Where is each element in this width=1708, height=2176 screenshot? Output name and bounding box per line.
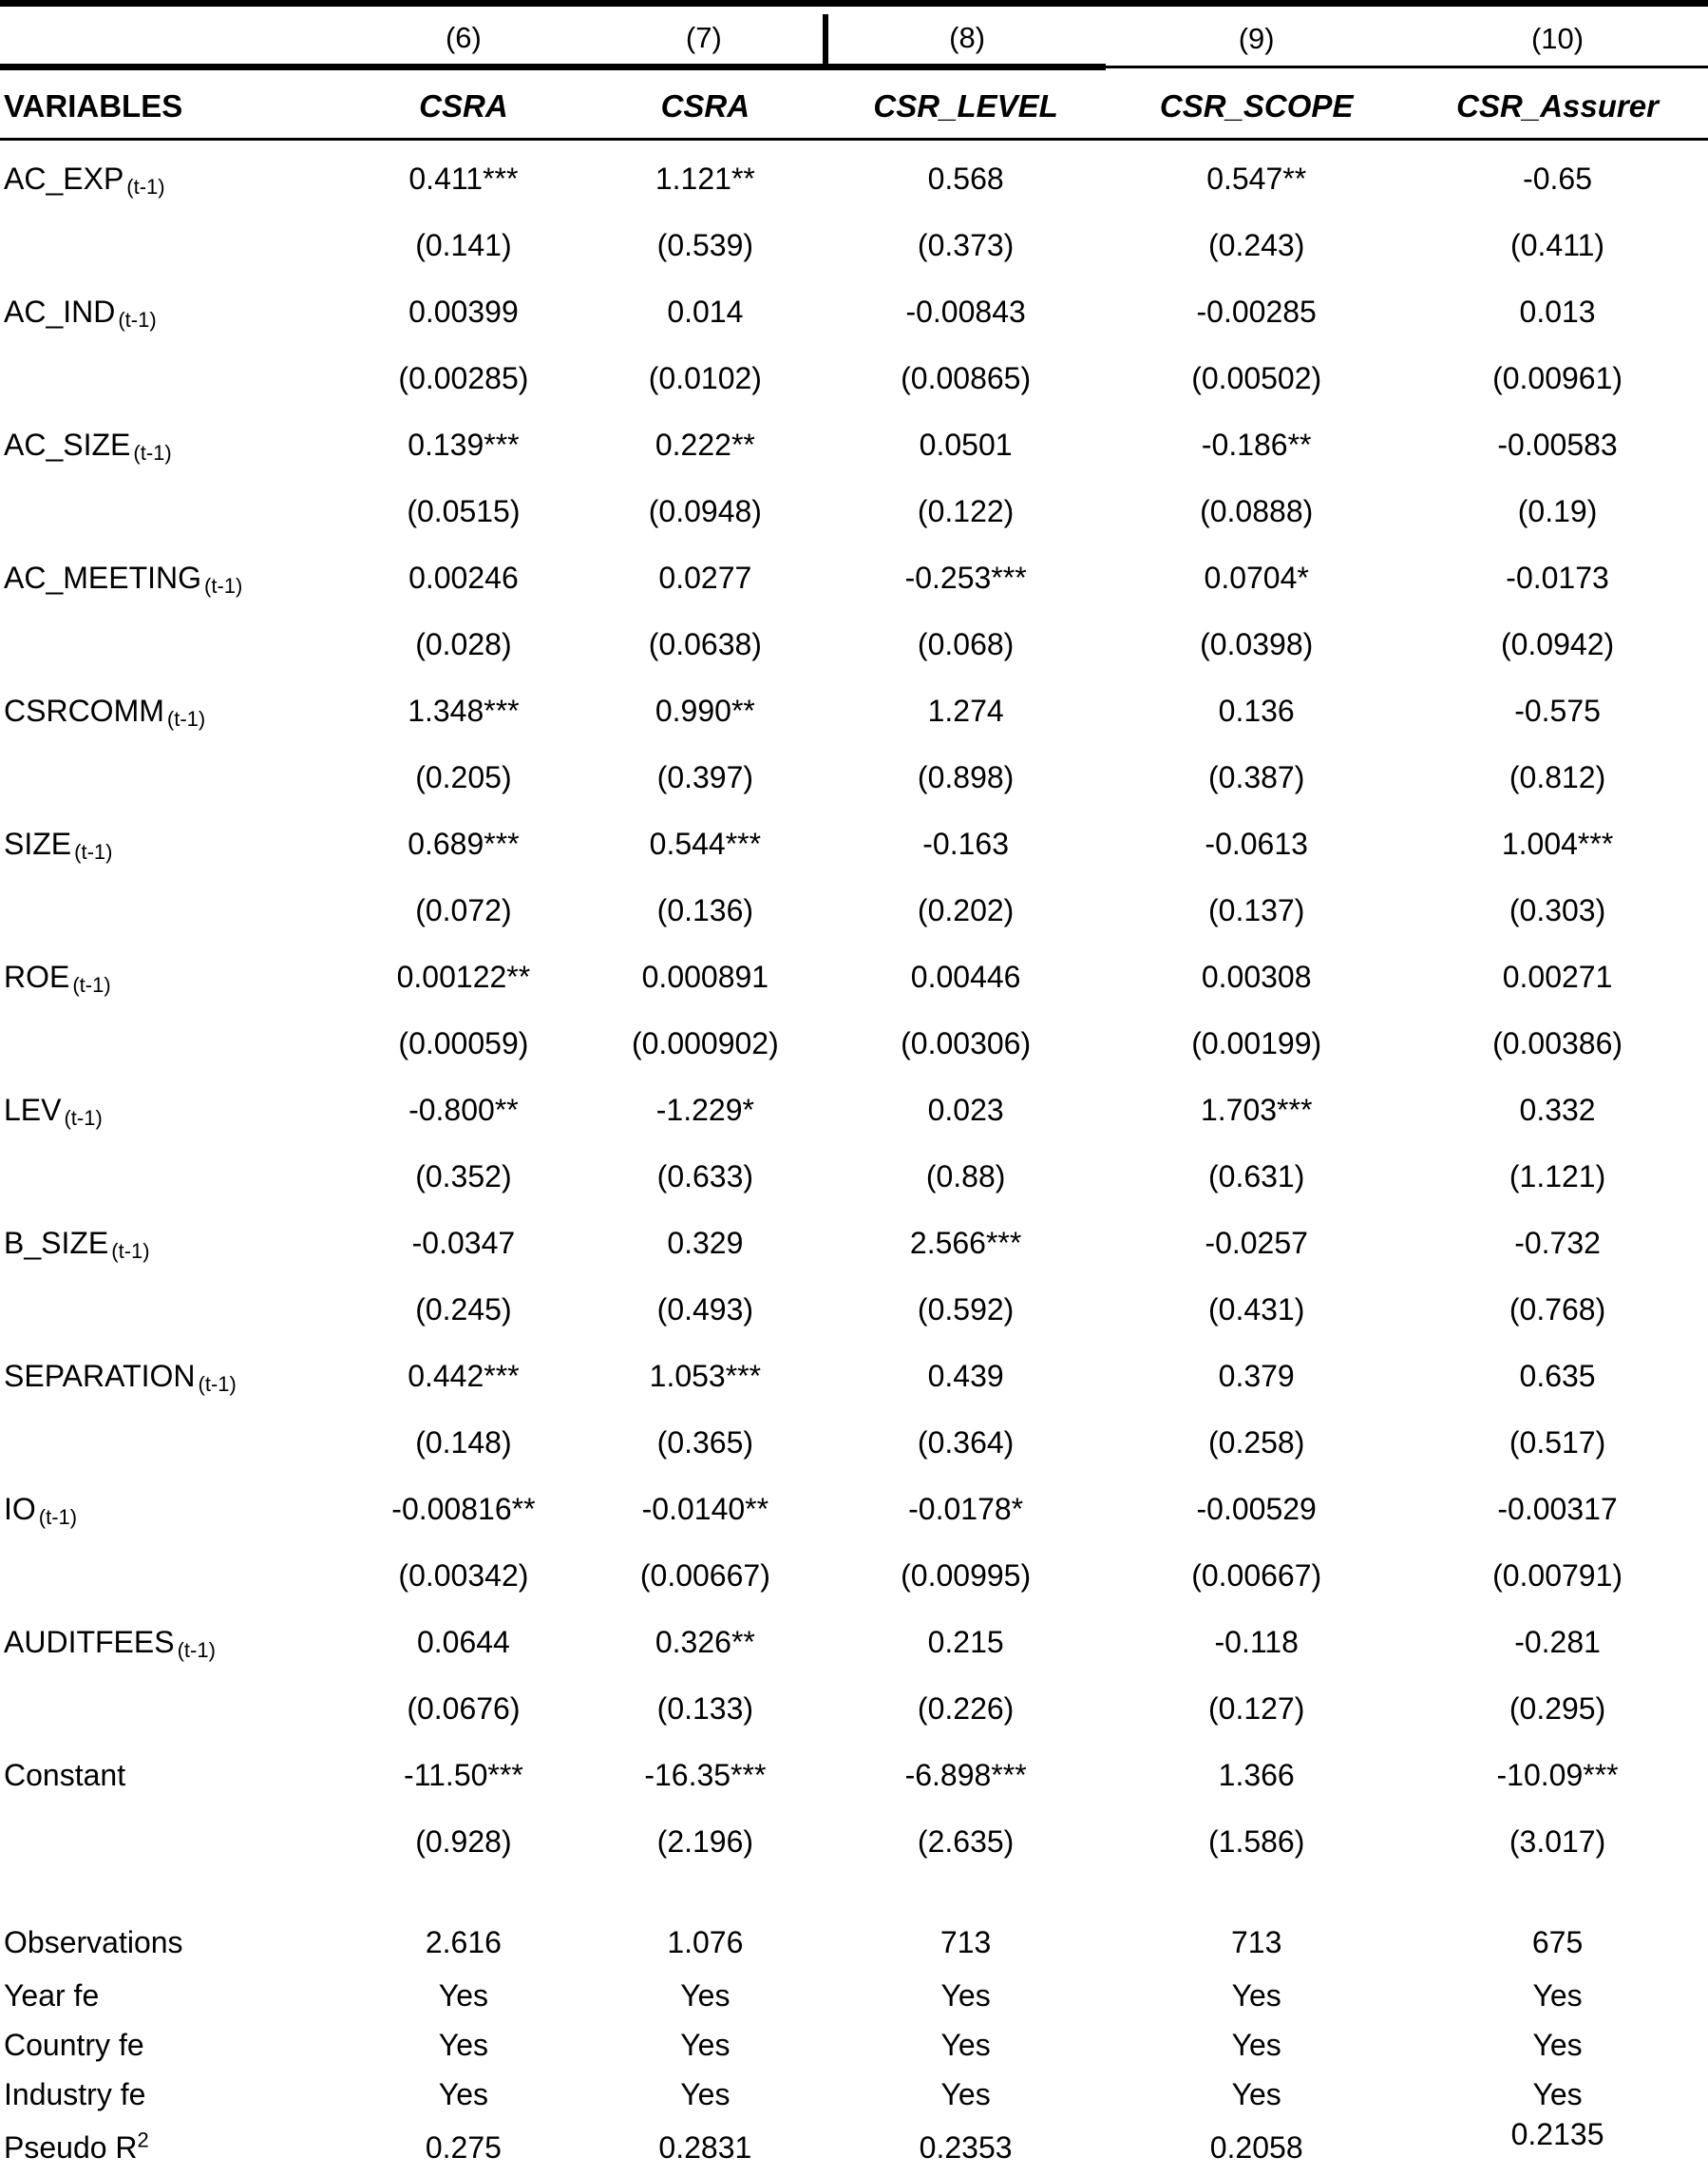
coefficient-cell: 0.014: [667, 295, 744, 329]
coefficient-cell: -0.0173: [1506, 561, 1609, 595]
statistic-row: [0, 2119, 1708, 2176]
statistic-value-cell: Yes: [1231, 1978, 1281, 2013]
std-error-cell: (0.373): [917, 228, 1015, 262]
coefficient-cell: 1.053***: [649, 1359, 762, 1393]
coefficient-cell: 0.222**: [655, 428, 755, 462]
row-label: [0, 811, 342, 876]
std-error-row-spacer: [0, 876, 342, 945]
row-label-text: SEPARATION: [4, 1359, 196, 1393]
statistic-value-cell: 0.275: [425, 2130, 502, 2165]
statistic-value-cell: 675: [1531, 1925, 1584, 1959]
row-label: [0, 1211, 342, 1275]
std-error-cell: (1.121): [1509, 1159, 1606, 1193]
coefficient-cell: -0.00285: [1196, 295, 1317, 329]
coefficient-cell: -0.00843: [905, 295, 1026, 329]
lag-subscript: (t-1): [133, 441, 172, 465]
lag-subscript: (t-1): [198, 1372, 237, 1396]
table-row: [0, 678, 1708, 743]
row-label: [0, 678, 342, 743]
row-label: [0, 146, 342, 211]
coefficient-cell: -11.50***: [404, 1758, 523, 1792]
std-error-cell: (0.000902): [631, 1026, 779, 1060]
std-error-cell: (0.00386): [1492, 1026, 1623, 1060]
row-label: [0, 1078, 342, 1142]
lag-subscript: (t-1): [166, 707, 206, 731]
std-error-cell: (0.0942): [1500, 627, 1615, 661]
top-rule-line: [0, 4, 1708, 15]
statistic-value-cell: Yes: [680, 2077, 731, 2111]
table-row: [0, 545, 1708, 610]
table-row-std-error: [0, 610, 1708, 678]
statistic-value-cell: 0.2831: [658, 2130, 752, 2165]
std-error-cell: (0.00342): [398, 1558, 529, 1593]
coefficient-cell: 0.326**: [655, 1625, 755, 1659]
std-error-cell: (0.295): [1509, 1691, 1606, 1726]
coefficient-cell: -0.281: [1514, 1625, 1601, 1659]
coefficient-cell: 0.332: [1519, 1093, 1596, 1127]
row-label-text: CSRCOMM: [4, 694, 164, 728]
table-row-std-error: [0, 1142, 1708, 1211]
coefficient-cell: -0.0140**: [641, 1492, 769, 1526]
std-error-cell: (0.352): [415, 1159, 512, 1193]
std-error-cell: (0.592): [917, 1292, 1015, 1327]
table-row: [0, 1743, 1708, 1807]
coefficient-cell: -0.00816**: [391, 1492, 536, 1526]
table-row-std-error: [0, 1275, 1708, 1344]
coefficient-cell: 2.566***: [909, 1226, 1022, 1260]
coefficient-cell: 0.0501: [919, 428, 1013, 462]
row-label: [0, 545, 342, 610]
coefficient-cell: -0.0178*: [908, 1492, 1024, 1526]
std-error-cell: (0.068): [917, 627, 1015, 661]
row-label-text: AC_MEETING: [4, 561, 202, 595]
std-error-cell: (0.0638): [648, 627, 762, 661]
statistic-row: [0, 1914, 1708, 1971]
coefficient-cell: -0.118: [1214, 1625, 1299, 1659]
std-error-cell: (0.0948): [648, 494, 762, 528]
std-error-cell: (0.364): [917, 1425, 1015, 1460]
statistic-value-cell: 0.2058: [1209, 2130, 1303, 2165]
table-row-std-error: [0, 344, 1708, 412]
statistic-label-text: Pseudo R: [4, 2130, 138, 2165]
row-label: [0, 1477, 342, 1541]
std-error-cell: (0.387): [1207, 760, 1305, 794]
row-label-text: ROE: [4, 960, 70, 994]
row-label-text: Constant: [4, 1758, 126, 1792]
std-error-cell: (0.00502): [1191, 361, 1322, 395]
std-error-cell: (0.258): [1207, 1425, 1305, 1460]
coefficient-cell: -0.65: [1523, 162, 1593, 196]
table-row-std-error: [0, 1541, 1708, 1610]
table-row-std-error: [0, 1408, 1708, 1477]
statistic-label: [0, 2119, 342, 2176]
dependent-variable-10: CSR_Assurer: [1456, 87, 1659, 124]
column-number-8: (8): [826, 14, 1106, 67]
statistic-value-cell: 0.2353: [919, 2130, 1013, 2165]
statistic-row: [0, 2070, 1708, 2119]
lag-subscript: (t-1): [177, 1638, 216, 1662]
coefficient-cell: 0.547**: [1206, 162, 1307, 196]
std-error-cell: (0.245): [415, 1292, 512, 1327]
row-label: [0, 1743, 342, 1807]
coefficient-cell: -0.0613: [1205, 827, 1308, 861]
statistic-label-text: Industry fe: [4, 2077, 146, 2111]
table-row: [0, 279, 1708, 344]
row-label-text: LEV: [4, 1093, 62, 1127]
dependent-variable-6: CSRA: [419, 87, 508, 124]
coefficient-cell: 0.379: [1218, 1359, 1295, 1393]
std-error-cell: (0.539): [656, 228, 754, 262]
coefficient-cell: 0.439: [927, 1359, 1004, 1393]
std-error-cell: (1.586): [1207, 1824, 1305, 1859]
std-error-cell: (0.631): [1207, 1159, 1305, 1193]
std-error-cell: (0.205): [415, 760, 512, 794]
row-label-text: B_SIZE: [4, 1226, 109, 1260]
std-error-cell: (0.00995): [901, 1558, 1032, 1593]
std-error-cell: (0.072): [415, 893, 512, 927]
std-error-row-spacer: [0, 477, 342, 545]
column-number-10: (10): [1530, 21, 1585, 55]
row-label-text: IO: [4, 1492, 36, 1526]
statistic-value-text: 0.2135: [1510, 2117, 1604, 2151]
std-error-cell: (0.303): [1509, 893, 1606, 927]
statistic-value-cell: Yes: [438, 2077, 488, 2111]
std-error-cell: (0.243): [1207, 228, 1305, 262]
statistic-value-cell: Yes: [438, 1978, 488, 2013]
row-label: [0, 945, 342, 1009]
std-error-cell: (0.127): [1207, 1691, 1305, 1726]
table-row: [0, 1477, 1708, 1541]
statistic-value-cell: Yes: [940, 2028, 991, 2062]
statistic-label-superscript: 2: [137, 2128, 149, 2152]
std-error-row-spacer: [0, 1674, 342, 1743]
std-error-cell: (0.00059): [398, 1026, 529, 1060]
std-error-row-spacer: [0, 1807, 342, 1876]
statistic-label-text: Observations: [4, 1925, 183, 1959]
statistic-value-cell: Yes: [1532, 2028, 1583, 2062]
coefficient-cell: 0.00446: [910, 960, 1021, 994]
statistic-value-cell: Yes: [1532, 1978, 1583, 2013]
coefficient-cell: 1.348***: [408, 694, 520, 728]
row-label-text: AUDITFEES: [4, 1625, 175, 1659]
coefficient-cell: 0.023: [927, 1093, 1004, 1127]
std-error-cell: (0.137): [1207, 893, 1305, 927]
std-error-cell: (0.141): [415, 228, 512, 262]
statistic-value-cell: 2.616: [425, 1925, 502, 1959]
coefficient-cell: -0.00583: [1497, 428, 1618, 462]
coefficient-cell: 1.366: [1218, 1758, 1295, 1792]
row-label: [0, 1344, 342, 1408]
std-error-cell: (0.633): [656, 1159, 754, 1193]
lag-subscript: (t-1): [204, 574, 243, 598]
statistic-value-cell: Yes: [680, 1978, 731, 2013]
coefficient-cell: -0.186**: [1201, 428, 1312, 462]
row-label: [0, 1610, 342, 1674]
std-error-cell: (0.136): [656, 893, 754, 927]
statistic-label: [0, 2020, 342, 2070]
std-error-row-spacer: [0, 743, 342, 811]
std-error-cell: (0.122): [917, 494, 1015, 528]
statistic-label: [0, 2070, 342, 2119]
lag-subscript: (t-1): [126, 175, 165, 199]
statistic-value-cell: Yes: [438, 2028, 488, 2062]
coefficient-cell: 0.544***: [649, 827, 762, 861]
std-error-row-spacer: [0, 1275, 342, 1344]
table-mid-rule: [0, 67, 1708, 80]
statistic-row: [0, 1971, 1708, 2020]
std-error-cell: (0.148): [415, 1425, 512, 1460]
std-error-cell: (0.431): [1207, 1292, 1305, 1327]
dependent-variable-8: CSR_LEVEL: [873, 87, 1058, 124]
dependent-variable-7: CSRA: [660, 87, 750, 124]
std-error-row-spacer: [0, 610, 342, 678]
std-error-cell: (2.635): [917, 1824, 1015, 1859]
statistic-label-text: Country fe: [4, 2028, 144, 2062]
stats-gap-cell: [0, 1876, 1708, 1914]
coefficient-cell: 0.0277: [658, 561, 752, 595]
std-error-cell: (0.00199): [1191, 1026, 1322, 1060]
coefficient-cell: -0.732: [1514, 1226, 1601, 1260]
coefficient-cell: -0.00529: [1196, 1492, 1317, 1526]
coefficient-cell: 0.000891: [641, 960, 769, 994]
std-error-cell: (0.0515): [407, 494, 521, 528]
column-number-6: (6): [445, 20, 482, 54]
table-row: [0, 1211, 1708, 1275]
table-header-underline: [0, 140, 1708, 147]
std-error-cell: (0.88): [925, 1159, 1006, 1193]
coefficient-cell: 0.635: [1519, 1359, 1596, 1393]
coefficient-cell: 1.004***: [1501, 827, 1614, 861]
column-number-7: (7): [685, 20, 722, 54]
std-error-cell: (0.493): [656, 1292, 754, 1327]
table-row: [0, 1078, 1708, 1142]
row-label-text: AC_SIZE: [4, 428, 131, 462]
coefficient-cell: 0.00399: [408, 295, 519, 329]
mid-rule-thin-segment: [1106, 67, 1708, 80]
statistic-label: [0, 1914, 342, 1971]
std-error-cell: (3.017): [1509, 1824, 1606, 1859]
std-error-cell: (0.19): [1517, 494, 1598, 528]
variables-header-label: VARIABLES: [4, 87, 183, 124]
std-error-cell: (0.00961): [1492, 361, 1623, 395]
coefficient-cell: -10.09***: [1496, 1758, 1619, 1792]
lag-subscript: (t-1): [38, 1505, 78, 1529]
row-label-text: AC_EXP: [4, 162, 124, 196]
coefficient-cell: -1.229*: [655, 1093, 754, 1127]
std-error-cell: (0.365): [656, 1425, 754, 1460]
coefficient-cell: 0.411***: [408, 162, 519, 196]
std-error-cell: (0.00667): [639, 1558, 770, 1593]
coefficient-rows-body: [0, 146, 1708, 1876]
std-error-cell: (0.00865): [901, 361, 1032, 395]
lag-subscript: (t-1): [74, 840, 113, 864]
coefficient-cell: 0.00308: [1201, 960, 1312, 994]
statistic-value-cell: 713: [1230, 1925, 1282, 1959]
coefficient-cell: 0.329: [667, 1226, 744, 1260]
std-error-cell: (0.397): [656, 760, 754, 794]
table-top-rule: [0, 4, 1708, 15]
coefficient-cell: 0.568: [927, 162, 1004, 196]
coefficient-cell: -6.898***: [904, 1758, 1027, 1792]
statistic-value-cell: 1.076: [667, 1925, 744, 1959]
std-error-cell: (0.411): [1510, 228, 1605, 262]
std-error-cell: (2.196): [656, 1824, 754, 1859]
std-error-cell: (0.00285): [398, 361, 529, 395]
std-error-cell: (0.0398): [1200, 627, 1314, 661]
std-error-row-spacer: [0, 211, 342, 279]
coefficient-cell: -0.575: [1514, 694, 1601, 728]
coefficient-cell: 1.274: [927, 694, 1004, 728]
statistic-row: [0, 2020, 1708, 2070]
statistic-value-cell: Yes: [1532, 2077, 1583, 2111]
std-error-cell: (0.768): [1509, 1292, 1606, 1327]
statistic-label: [0, 1971, 342, 2020]
std-error-row-spacer: [0, 1142, 342, 1211]
table-row-std-error: [0, 211, 1708, 279]
coefficient-cell: -0.800**: [408, 1093, 519, 1127]
table-row-std-error: [0, 743, 1708, 811]
statistic-value-cell: Yes: [940, 1978, 991, 2013]
table-row: [0, 1610, 1708, 1674]
std-error-cell: (0.517): [1509, 1425, 1606, 1460]
row-label: [0, 412, 342, 477]
statistic-value-cell: [1407, 2119, 1708, 2176]
coefficient-cell: 0.139***: [408, 428, 520, 462]
statistic-label-text: Year fe: [4, 1978, 100, 2013]
std-error-cell: (0.00791): [1492, 1558, 1623, 1593]
coefficient-cell: 0.990**: [655, 694, 755, 728]
std-error-cell: (0.028): [415, 627, 512, 661]
std-error-cell: (0.0888): [1200, 494, 1314, 528]
statistic-value-cell: Yes: [940, 2077, 991, 2111]
coefficient-cell: 0.689***: [408, 827, 520, 861]
column-number-9: (9): [1238, 21, 1275, 55]
coefficient-cell: 0.00271: [1502, 960, 1613, 994]
lag-subscript: (t-1): [118, 308, 157, 332]
std-error-cell: (0.226): [917, 1691, 1015, 1726]
coefficient-cell: -0.00317: [1497, 1492, 1618, 1526]
coefficient-cell: 0.00246: [408, 561, 519, 595]
table-row-std-error: [0, 477, 1708, 545]
row-label: [0, 279, 342, 344]
coefficient-cell: 0.442***: [408, 1359, 520, 1393]
coefficient-cell: 0.0704*: [1204, 561, 1309, 595]
statistic-value-cell: Yes: [1231, 2077, 1281, 2111]
table-row: [0, 146, 1708, 211]
table-row-std-error: [0, 876, 1708, 945]
coefficient-cell: 0.215: [927, 1625, 1004, 1659]
coefficient-cell: -0.163: [922, 827, 1009, 861]
lag-subscript: (t-1): [111, 1239, 150, 1263]
coefficient-cell: -0.0347: [411, 1226, 516, 1260]
column-number-row: [0, 14, 1708, 67]
table-row-std-error: [0, 1009, 1708, 1078]
std-error-row-spacer: [0, 1541, 342, 1610]
mid-rule-thick-segment: [0, 67, 1106, 80]
statistics-rows-body: [0, 1876, 1708, 2176]
lag-subscript: (t-1): [72, 973, 111, 997]
table-row: [0, 811, 1708, 876]
std-error-cell: (0.202): [917, 893, 1015, 927]
std-error-cell: (0.0676): [407, 1691, 521, 1726]
coefficient-cell: 0.0644: [416, 1625, 510, 1659]
coefficient-cell: -0.253***: [904, 561, 1027, 595]
coefficient-cell: 0.00122**: [396, 960, 531, 994]
stats-gap-row: [0, 1876, 1708, 1914]
statistic-value-cell: Yes: [1231, 2028, 1281, 2062]
std-error-row-spacer: [0, 344, 342, 412]
header-underline-line: [0, 140, 1708, 147]
std-error-cell: (0.928): [415, 1824, 512, 1859]
coefficient-cell: -16.35***: [644, 1758, 767, 1792]
row-label-text: AC_IND: [4, 295, 116, 329]
std-error-row-spacer: [0, 1408, 342, 1477]
dependent-variable-9: CSR_SCOPE: [1159, 87, 1354, 124]
coefficient-cell: 1.703***: [1200, 1093, 1313, 1127]
coefficient-cell: 0.013: [1519, 295, 1596, 329]
table-row: [0, 945, 1708, 1009]
std-error-cell: (0.0102): [648, 361, 762, 395]
std-error-cell: (0.00667): [1191, 1558, 1322, 1593]
coefficient-cell: 0.136: [1218, 694, 1295, 728]
std-error-cell: (0.898): [917, 760, 1015, 794]
coefficient-cell: 1.121**: [655, 162, 755, 196]
table-row: [0, 1344, 1708, 1408]
statistic-value-cell: 713: [939, 1925, 992, 1959]
std-error-cell: (0.00306): [901, 1026, 1032, 1060]
table-row-std-error: [0, 1674, 1708, 1743]
column-number-spacer: [0, 14, 342, 67]
table-row: [0, 412, 1708, 477]
table-row-std-error: [0, 1807, 1708, 1876]
statistic-value-cell: Yes: [680, 2028, 731, 2062]
std-error-cell: (0.812): [1509, 760, 1606, 794]
std-error-cell: (0.133): [656, 1691, 754, 1726]
coefficient-cell: -0.0257: [1205, 1226, 1308, 1260]
variables-header-row: [0, 79, 1708, 140]
std-error-row-spacer: [0, 1009, 342, 1078]
row-label-text: SIZE: [4, 827, 72, 861]
lag-subscript: (t-1): [64, 1106, 103, 1130]
